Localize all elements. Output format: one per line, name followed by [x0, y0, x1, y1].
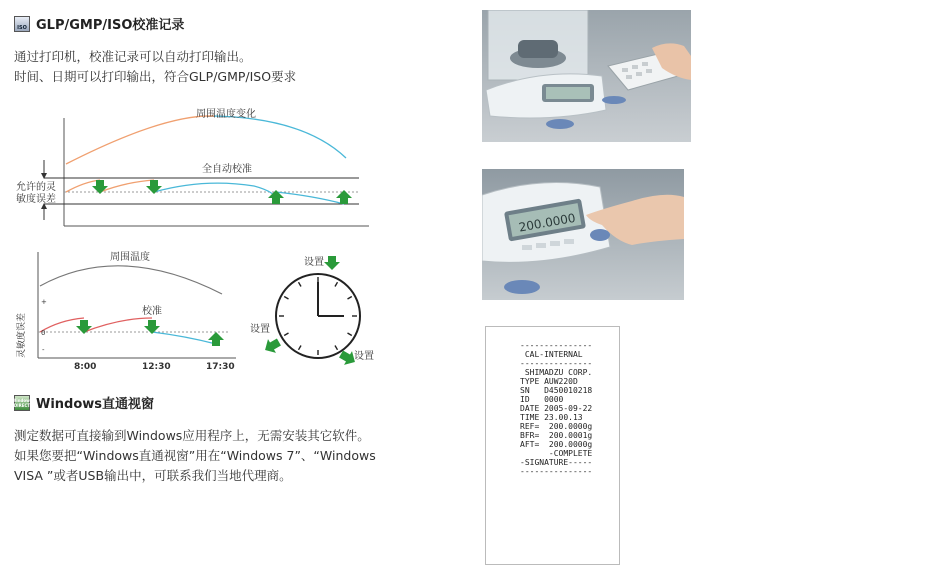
windows-direct-icon: Windows DIRECT — [14, 395, 30, 411]
time-8-00: 8:00 — [74, 362, 97, 372]
calib-label: 校准 — [142, 306, 162, 317]
tolerance-label-1: 允许的灵 — [16, 182, 56, 193]
iso-icon: ISO — [14, 16, 30, 32]
glp-line-1: 通过打印机，校准记录可以自动打印输出。 — [14, 49, 252, 64]
tolerance-label-2: 敏度误差 — [16, 194, 56, 205]
temp-curve-orange — [66, 116, 214, 164]
sens-blue — [152, 332, 216, 344]
temp-curve-blue — [214, 116, 346, 158]
receipt-line: DATE 2005-09-22 — [520, 404, 593, 413]
balance-display-value: 200.0000 — [517, 210, 577, 235]
glp-description — [14, 47, 454, 87]
tick-minus: - — [42, 346, 45, 354]
glp-heading-text: GLP/GMP/ISO校准记录 — [36, 18, 185, 33]
windows-line-1: 测定数据可直接输到Windows应用程序上，无需安装其它软件。 — [14, 428, 370, 443]
sens-red-2 — [84, 318, 152, 332]
windows-heading-text: Windows直通视窗 — [36, 397, 155, 412]
up-arrow-icon — [208, 332, 224, 346]
ambient-temp-curve — [40, 266, 222, 294]
tick-plus: + — [41, 298, 47, 306]
sens-curve-4 — [276, 192, 344, 204]
receipt-line: TYPE AUW220D — [520, 377, 578, 386]
auto-calib-label: 全自动校准 — [202, 164, 252, 175]
clock-label-left: 设置 — [250, 324, 270, 335]
sensitivity-error-label: 灵敏度误差 — [17, 312, 27, 358]
windows-heading — [11, 393, 155, 412]
temp-change-label: 周围温度变化 — [196, 109, 256, 120]
clock-diagram — [248, 250, 388, 374]
glp-line-2: 时间、日期可以打印输出，符合GLP/GMP/ISO要求 — [14, 69, 297, 84]
balance-display-photo — [482, 169, 684, 300]
ambient-temp-label: 周围温度 — [110, 252, 150, 263]
receipt-line: SN D450010218 — [520, 386, 593, 395]
windows-line-2: 如果您要把“Windows直通视窗”用在“Windows 7”、“Windows — [14, 448, 376, 463]
sens-red-1 — [40, 318, 84, 332]
calibration-receipt — [485, 326, 620, 565]
windows-line-3: VISA ”或者USB输出中，可联系我们当地代理商。 — [14, 468, 292, 483]
clock-label-right: 设置 — [354, 351, 374, 362]
windows-description — [14, 426, 454, 486]
timed-calibration-chart — [10, 246, 240, 374]
calibration-diagram — [14, 100, 374, 232]
receipt-line: --------------- — [520, 359, 593, 368]
sens-curve-2 — [100, 180, 154, 192]
time-12-30: 12:30 — [142, 362, 171, 372]
balance-printer-photo — [482, 10, 691, 142]
glp-heading — [14, 14, 184, 33]
down-arrow-icon — [324, 256, 340, 270]
clock-label-top: 设置 — [304, 257, 324, 268]
receipt-line: --------------- — [520, 467, 593, 476]
receipt-line: -COMPLETE — [520, 449, 593, 458]
tick-zero: 0 — [41, 329, 46, 337]
receipt-line: SHIMADZU CORP. — [520, 368, 593, 377]
receipt-line: TIME 23.00.13 — [520, 413, 583, 422]
receipt-line: AFT= 200.0000g — [520, 440, 593, 449]
receipt-line: ID 0000 — [520, 395, 564, 404]
receipt-line: BFR= 200.0001g — [520, 431, 593, 440]
receipt-line: -SIGNATURE----- — [520, 458, 593, 467]
receipt-line: CAL-INTERNAL — [520, 350, 583, 359]
receipt-line: --------------- — [520, 341, 593, 350]
receipt-lines — [520, 341, 619, 476]
time-17-30: 17:30 — [206, 362, 235, 372]
left-arrow-icon — [261, 335, 283, 357]
receipt-line: REF= 200.0000g — [520, 422, 593, 431]
